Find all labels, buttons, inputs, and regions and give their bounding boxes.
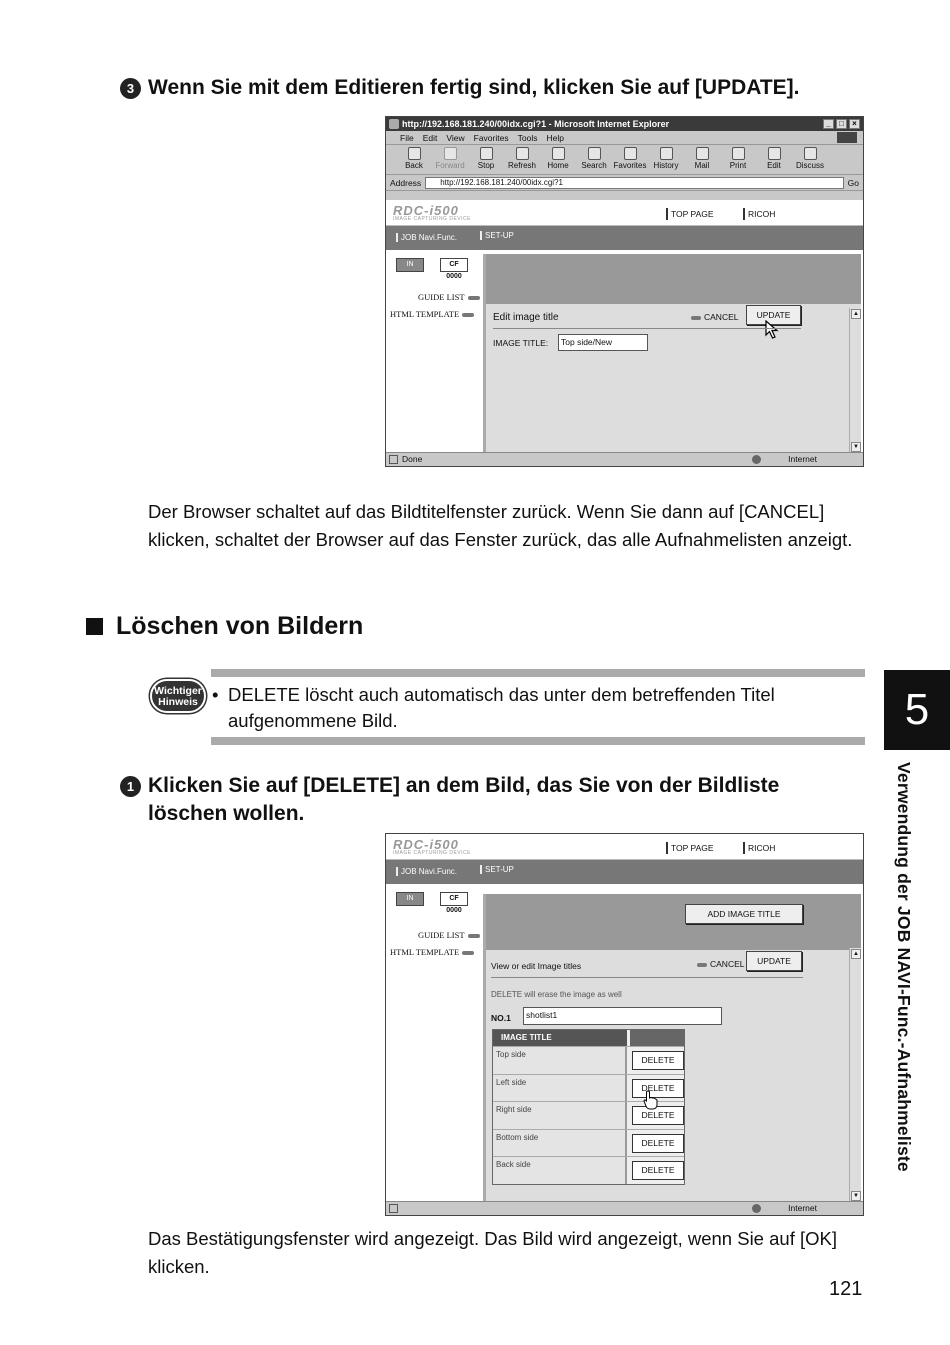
- guide-list-link[interactable]: GUIDE LIST: [418, 292, 480, 302]
- back-button[interactable]: Back: [396, 145, 432, 174]
- address-input[interactable]: http://192.168.181.240/00idx.cgi?1: [425, 177, 843, 189]
- note-text: DELETE löscht auch automatisch das unter dem betreffenden Titel aufgenommene Bild.: [228, 684, 775, 731]
- discuss-button[interactable]: Discuss: [792, 145, 828, 174]
- chapter-tab: 5: [884, 670, 950, 750]
- step-number: 3: [120, 78, 141, 99]
- refresh-button[interactable]: Refresh: [504, 145, 540, 174]
- menu-tools[interactable]: Tools: [517, 133, 538, 143]
- update-button[interactable]: UPDATE: [746, 951, 802, 971]
- history-icon: [660, 147, 673, 160]
- close-button[interactable]: ×: [849, 119, 860, 129]
- image-titles-panel: [483, 894, 861, 1202]
- paragraph-confirmation: Das Bestätigungsfenster wird angezeigt. Das Bild wird angezeigt, wenn Sie auf [OK] klicken.: [148, 1228, 837, 1277]
- important-note-badge: Wichtiger Hinweis: [150, 679, 206, 713]
- rdc-nav: [386, 860, 863, 884]
- search-button[interactable]: Search: [576, 145, 612, 174]
- status-zone: Internet: [788, 1203, 817, 1213]
- cf-card-icon[interactable]: CF 0000: [440, 258, 468, 272]
- menu-bar: [386, 131, 863, 145]
- cancel-link[interactable]: CANCEL: [697, 959, 744, 969]
- status-done: Done: [402, 454, 423, 464]
- in-memory-icon[interactable]: IN: [396, 892, 424, 906]
- address-bar: [386, 175, 863, 191]
- internet-zone-icon: [752, 1204, 761, 1213]
- menu-favorites[interactable]: Favorites: [473, 133, 509, 143]
- rdc-page: [386, 200, 863, 453]
- in-memory-icon[interactable]: IN: [396, 258, 424, 272]
- page-number: 121: [829, 1278, 863, 1300]
- address-label: Address: [390, 177, 422, 188]
- delete-button[interactable]: DELETE: [632, 1051, 684, 1070]
- edit-icon: [768, 147, 781, 160]
- table-row: [493, 1156, 684, 1184]
- shotlist-name-input[interactable]: shotlist1: [523, 1007, 722, 1025]
- job-navi-tab[interactable]: JOB Navi.Func.: [396, 867, 457, 876]
- minimize-button[interactable]: _: [823, 119, 834, 129]
- internet-zone-icon: [752, 455, 761, 464]
- add-image-title-button[interactable]: ADD IMAGE TITLE: [685, 904, 803, 924]
- stop-button[interactable]: Stop: [468, 145, 504, 174]
- image-title-cell: Bottom side: [493, 1130, 627, 1157]
- table-header: IMAGE TITLE: [493, 1030, 684, 1046]
- go-button[interactable]: Go: [847, 177, 859, 188]
- image-title-cell: Right side: [493, 1102, 627, 1129]
- ricoh-link[interactable]: RICOH: [743, 208, 775, 220]
- image-title-label: IMAGE TITLE:: [493, 338, 549, 348]
- list-number-label: NO.1: [491, 1013, 511, 1023]
- step-text: Wenn Sie mit dem Editieren fertig sind, klicken Sie auf [UPDATE].: [148, 76, 800, 99]
- image-title-cell: Back side: [493, 1157, 627, 1184]
- menu-file[interactable]: File: [400, 133, 414, 143]
- vertical-scrollbar[interactable]: [849, 308, 861, 453]
- status-bar: [386, 452, 863, 466]
- status-zone: Internet: [788, 454, 817, 464]
- storage-icons: [396, 892, 468, 914]
- image-title-cell: Left side: [493, 1075, 627, 1102]
- delete-button[interactable]: DELETE: [632, 1106, 684, 1125]
- maximize-button[interactable]: □: [836, 119, 847, 129]
- update-button[interactable]: UPDATE: [746, 305, 801, 325]
- history-button[interactable]: History: [648, 145, 684, 174]
- status-bar: [386, 1201, 863, 1215]
- paragraph-browser-return: Der Browser schaltet auf das Bildtitelfenster zurück. Wenn Sie dann auf [CANCEL] klicken, schaltet der Browser auf das Fenster zurück, das alle Aufnahmelisten anzeigt.: [148, 501, 853, 550]
- section-heading-text: Löschen von Bildern: [116, 612, 364, 640]
- setup-tab[interactable]: SET-UP: [480, 231, 514, 240]
- browser-screenshot-edit-title: [385, 116, 864, 467]
- vertical-scrollbar[interactable]: [849, 948, 861, 1202]
- scroll-up-icon[interactable]: ▲: [851, 949, 861, 959]
- note-top-rule: [211, 669, 865, 677]
- discuss-icon: [804, 147, 817, 160]
- forward-arrow-icon: [444, 147, 457, 160]
- home-button[interactable]: Home: [540, 145, 576, 174]
- forward-button[interactable]: Forward: [432, 145, 468, 174]
- image-title-cell: Top side: [493, 1047, 627, 1074]
- step-1-instruction: [120, 772, 840, 828]
- ie-icon: [389, 119, 399, 129]
- note-bottom-rule: [211, 737, 865, 745]
- step-text: Klicken Sie auf [DELETE] an dem Bild, das Sie von der Bildliste löschen wollen.: [148, 774, 780, 825]
- important-note: • DELETE löscht auch automatisch das unter dem betreffenden Titel aufgenommene Bild.: [212, 682, 852, 734]
- step-3-instruction: [120, 74, 800, 102]
- chapter-vertical-title: Verwendung der JOB NAVI-Func.-Aufnahmeliste: [894, 762, 914, 1172]
- browser-title: http://192.168.181.240/00idx.cgi?1 - Microsoft Internet Explorer: [402, 119, 670, 129]
- edit-image-title-heading: Edit image title: [493, 312, 559, 323]
- home-icon: [552, 147, 565, 160]
- ricoh-link[interactable]: RICOH: [743, 842, 775, 854]
- setup-tab[interactable]: SET-UP: [480, 865, 514, 874]
- view-edit-heading: View or edit Image titles: [491, 961, 582, 971]
- mail-button[interactable]: Mail: [684, 145, 720, 174]
- print-icon: [732, 147, 745, 160]
- page-icon: [389, 455, 398, 464]
- search-icon: [588, 147, 601, 160]
- image-title-input[interactable]: Top side/New: [558, 334, 648, 351]
- rdc-header: [386, 834, 863, 860]
- rdc-page: [386, 834, 863, 1202]
- browser-screenshot-image-list: [385, 833, 864, 1216]
- top-page-link[interactable]: TOP PAGE: [666, 842, 714, 854]
- delete-button[interactable]: DELETE: [632, 1079, 684, 1098]
- stop-icon: [480, 147, 493, 160]
- favorites-icon: [624, 147, 637, 160]
- back-arrow-icon: [408, 147, 421, 160]
- storage-icons: [396, 258, 468, 280]
- windows-logo-icon: [837, 132, 857, 143]
- rdc-logo-subtitle: IMAGE CAPTURING DEVICE: [393, 216, 471, 222]
- menu-help[interactable]: Help: [546, 133, 564, 143]
- toolbar: [386, 145, 863, 175]
- rdc-logo: RDC-i500: [393, 837, 459, 852]
- edit-button[interactable]: Edit: [756, 145, 792, 174]
- delete-button[interactable]: DELETE: [632, 1161, 684, 1180]
- rdc-logo: RDC-i500: [393, 203, 459, 218]
- guide-list-link[interactable]: GUIDE LIST: [418, 930, 480, 940]
- menu-edit[interactable]: Edit: [422, 133, 438, 143]
- html-template-link[interactable]: HTML TEMPLATE: [390, 947, 474, 957]
- section-heading: [86, 612, 363, 641]
- scroll-down-icon[interactable]: ▼: [851, 442, 861, 452]
- cf-card-icon[interactable]: CF 0000: [440, 892, 468, 906]
- job-navi-tab[interactable]: JOB Navi.Func.: [396, 233, 457, 242]
- step-number: 1: [120, 776, 141, 797]
- page-icon: [389, 1204, 398, 1213]
- edit-title-panel: [483, 254, 861, 453]
- rdc-header: [386, 200, 863, 226]
- favorites-button[interactable]: Favorites: [612, 145, 648, 174]
- table-row: [493, 1046, 684, 1074]
- scroll-down-icon[interactable]: ▼: [851, 1191, 861, 1201]
- scroll-up-icon[interactable]: ▲: [851, 309, 861, 319]
- rdc-logo-subtitle: IMAGE CAPTURING DEVICE: [393, 850, 471, 856]
- mail-icon: [696, 147, 709, 160]
- square-bullet-icon: [86, 618, 103, 635]
- cancel-link[interactable]: CANCEL: [691, 312, 738, 322]
- refresh-icon: [516, 147, 529, 160]
- menu-view[interactable]: View: [446, 133, 465, 143]
- browser-title-bar: [386, 117, 863, 131]
- delete-warning: DELETE will erase the image as well: [491, 990, 622, 999]
- rdc-nav: [386, 226, 863, 250]
- delete-button[interactable]: DELETE: [632, 1134, 684, 1153]
- print-button[interactable]: Print: [720, 145, 756, 174]
- table-row: [493, 1129, 684, 1157]
- top-page-link[interactable]: TOP PAGE: [666, 208, 714, 220]
- html-template-link[interactable]: HTML TEMPLATE: [390, 309, 474, 319]
